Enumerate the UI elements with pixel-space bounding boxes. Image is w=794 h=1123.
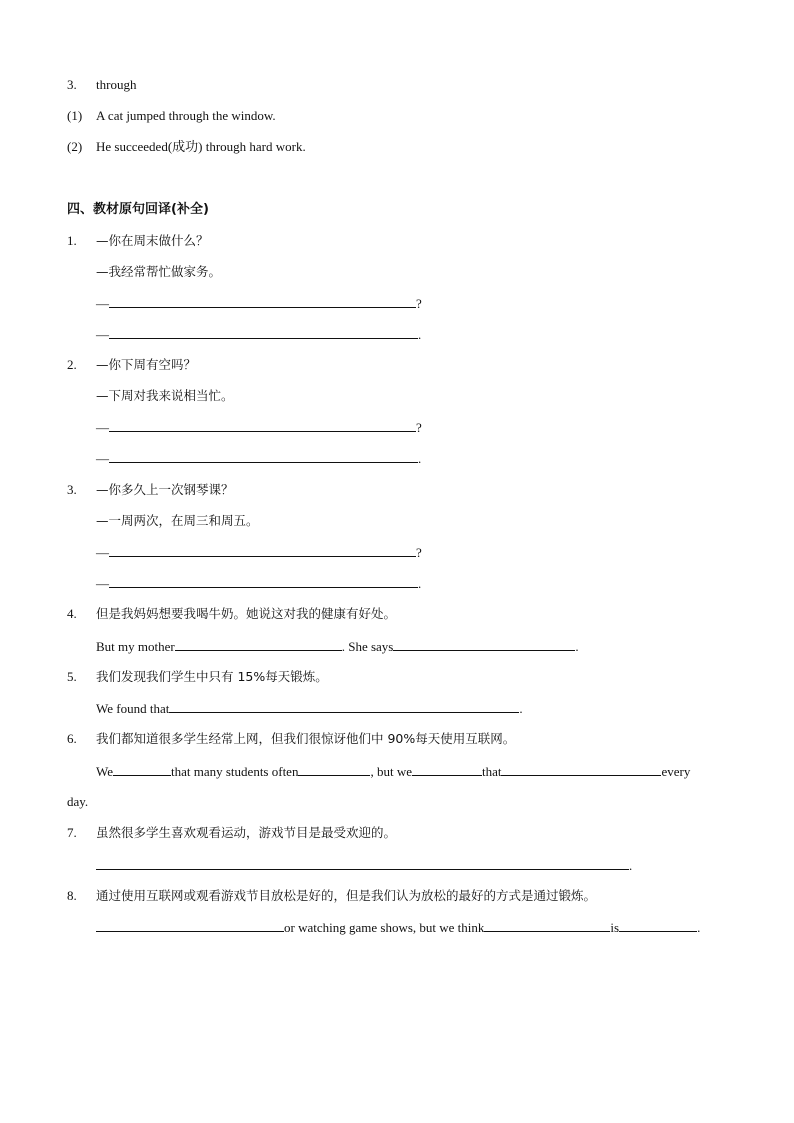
item-number: 4. xyxy=(67,606,77,621)
item-number: 3. xyxy=(67,77,77,92)
blank-line[interactable] xyxy=(298,763,370,776)
item-number: 3. xyxy=(67,482,77,497)
dialog-answer-cn: —下周对我来说相当忙。 xyxy=(96,388,234,403)
dash: — xyxy=(96,545,109,560)
blank-line[interactable] xyxy=(109,575,418,588)
answer-line xyxy=(96,575,421,592)
dash: — xyxy=(96,296,109,311)
dialog-question-cn: —你下周有空吗？ xyxy=(96,357,197,372)
blank-line[interactable] xyxy=(96,857,629,870)
blank-line[interactable] xyxy=(109,326,418,339)
answer-line xyxy=(96,326,421,343)
answer-line xyxy=(96,857,632,874)
translation-prompt-cn: 我们都知道很多学生经常上网，但我们很惊讶他们中 90%每天使用互联网。 xyxy=(96,731,516,746)
dialog-answer-cn: —一周两次，在周三和周五。 xyxy=(96,513,259,528)
translation-prompt-cn: 我们发现我们学生中只有 15%每天锻炼。 xyxy=(96,669,328,684)
section-heading: 四、教材原句回译(补全) xyxy=(67,202,209,217)
translation-prompt-cn: 但是我妈妈想要我喝牛奶。她说这对我的健康有好处。 xyxy=(96,606,397,621)
line-end: ? xyxy=(416,545,422,560)
answer-line xyxy=(96,763,690,780)
sentence-part: that many students often xyxy=(171,764,299,779)
answer-line xyxy=(96,544,422,561)
translation-prompt-cn: 通过使用互联网或观看游戏节目放松是好的，但是我们认为放松的最好的方式是通过锻炼。 xyxy=(96,888,597,903)
dialog-question-cn: —你在周末做什么？ xyxy=(96,233,209,248)
item-number: 8. xyxy=(67,888,77,903)
item-number: 5. xyxy=(67,669,77,684)
line-end: . xyxy=(418,451,422,466)
sentence-part: . xyxy=(629,858,633,873)
blank-line[interactable] xyxy=(109,544,416,557)
answer-line xyxy=(96,919,700,936)
item-number: 7. xyxy=(67,825,77,840)
blank-line[interactable] xyxy=(412,763,482,776)
item-number: 6. xyxy=(67,731,77,746)
sentence-part: But my mother xyxy=(96,639,175,654)
blank-line[interactable] xyxy=(113,763,171,776)
dialog-question-cn: —你多久上一次钢琴课？ xyxy=(96,482,234,497)
sentence-part: . xyxy=(697,920,701,935)
blank-line[interactable] xyxy=(109,450,418,463)
answer-line xyxy=(96,700,523,717)
answer-line-wrap: day. xyxy=(67,794,89,809)
sentence-part: . xyxy=(519,701,523,716)
example-label: (1) xyxy=(67,108,83,123)
sentence-part: every xyxy=(661,764,691,779)
blank-line[interactable] xyxy=(501,763,661,776)
dialog-answer-cn: —我经常帮忙做家务。 xyxy=(96,264,222,279)
sentence-part: . xyxy=(575,639,579,654)
sentence-part: We xyxy=(96,764,113,779)
sentence-part: or watching game shows, but we think xyxy=(284,920,485,935)
blank-line[interactable] xyxy=(109,419,416,432)
line-end: . xyxy=(418,327,422,342)
sentence-part: . She says xyxy=(341,639,394,654)
example-sentence: A cat jumped through the window. xyxy=(96,108,276,123)
sentence-part: is xyxy=(610,920,620,935)
blank-line[interactable] xyxy=(96,919,284,932)
blank-line[interactable] xyxy=(619,919,697,932)
item-number: 1. xyxy=(67,233,77,248)
blank-line[interactable] xyxy=(169,700,519,713)
answer-line xyxy=(96,295,422,312)
answer-line xyxy=(96,638,579,655)
sentence-part: , but we xyxy=(370,764,412,779)
blank-line[interactable] xyxy=(393,638,575,651)
sentence-part: that xyxy=(481,764,502,779)
blank-line[interactable] xyxy=(484,919,610,932)
example-label: (2) xyxy=(67,139,83,154)
dash: — xyxy=(96,327,109,342)
dash: — xyxy=(96,420,109,435)
line-end: ? xyxy=(416,296,422,311)
dash: — xyxy=(96,576,109,591)
line-end: ? xyxy=(416,420,422,435)
dash: — xyxy=(96,451,109,466)
item-number: 2. xyxy=(67,357,77,372)
answer-line xyxy=(96,419,422,436)
answer-line xyxy=(96,450,421,467)
translation-prompt-cn: 虽然很多学生喜欢观看运动，游戏节目是最受欢迎的。 xyxy=(96,825,397,840)
blank-line[interactable] xyxy=(175,638,342,651)
vocab-word: through xyxy=(96,77,137,92)
line-end: . xyxy=(418,576,422,591)
blank-line[interactable] xyxy=(109,295,416,308)
sentence-part: We found that xyxy=(96,701,170,716)
example-sentence: He succeeded(成功) through hard work. xyxy=(96,139,306,154)
